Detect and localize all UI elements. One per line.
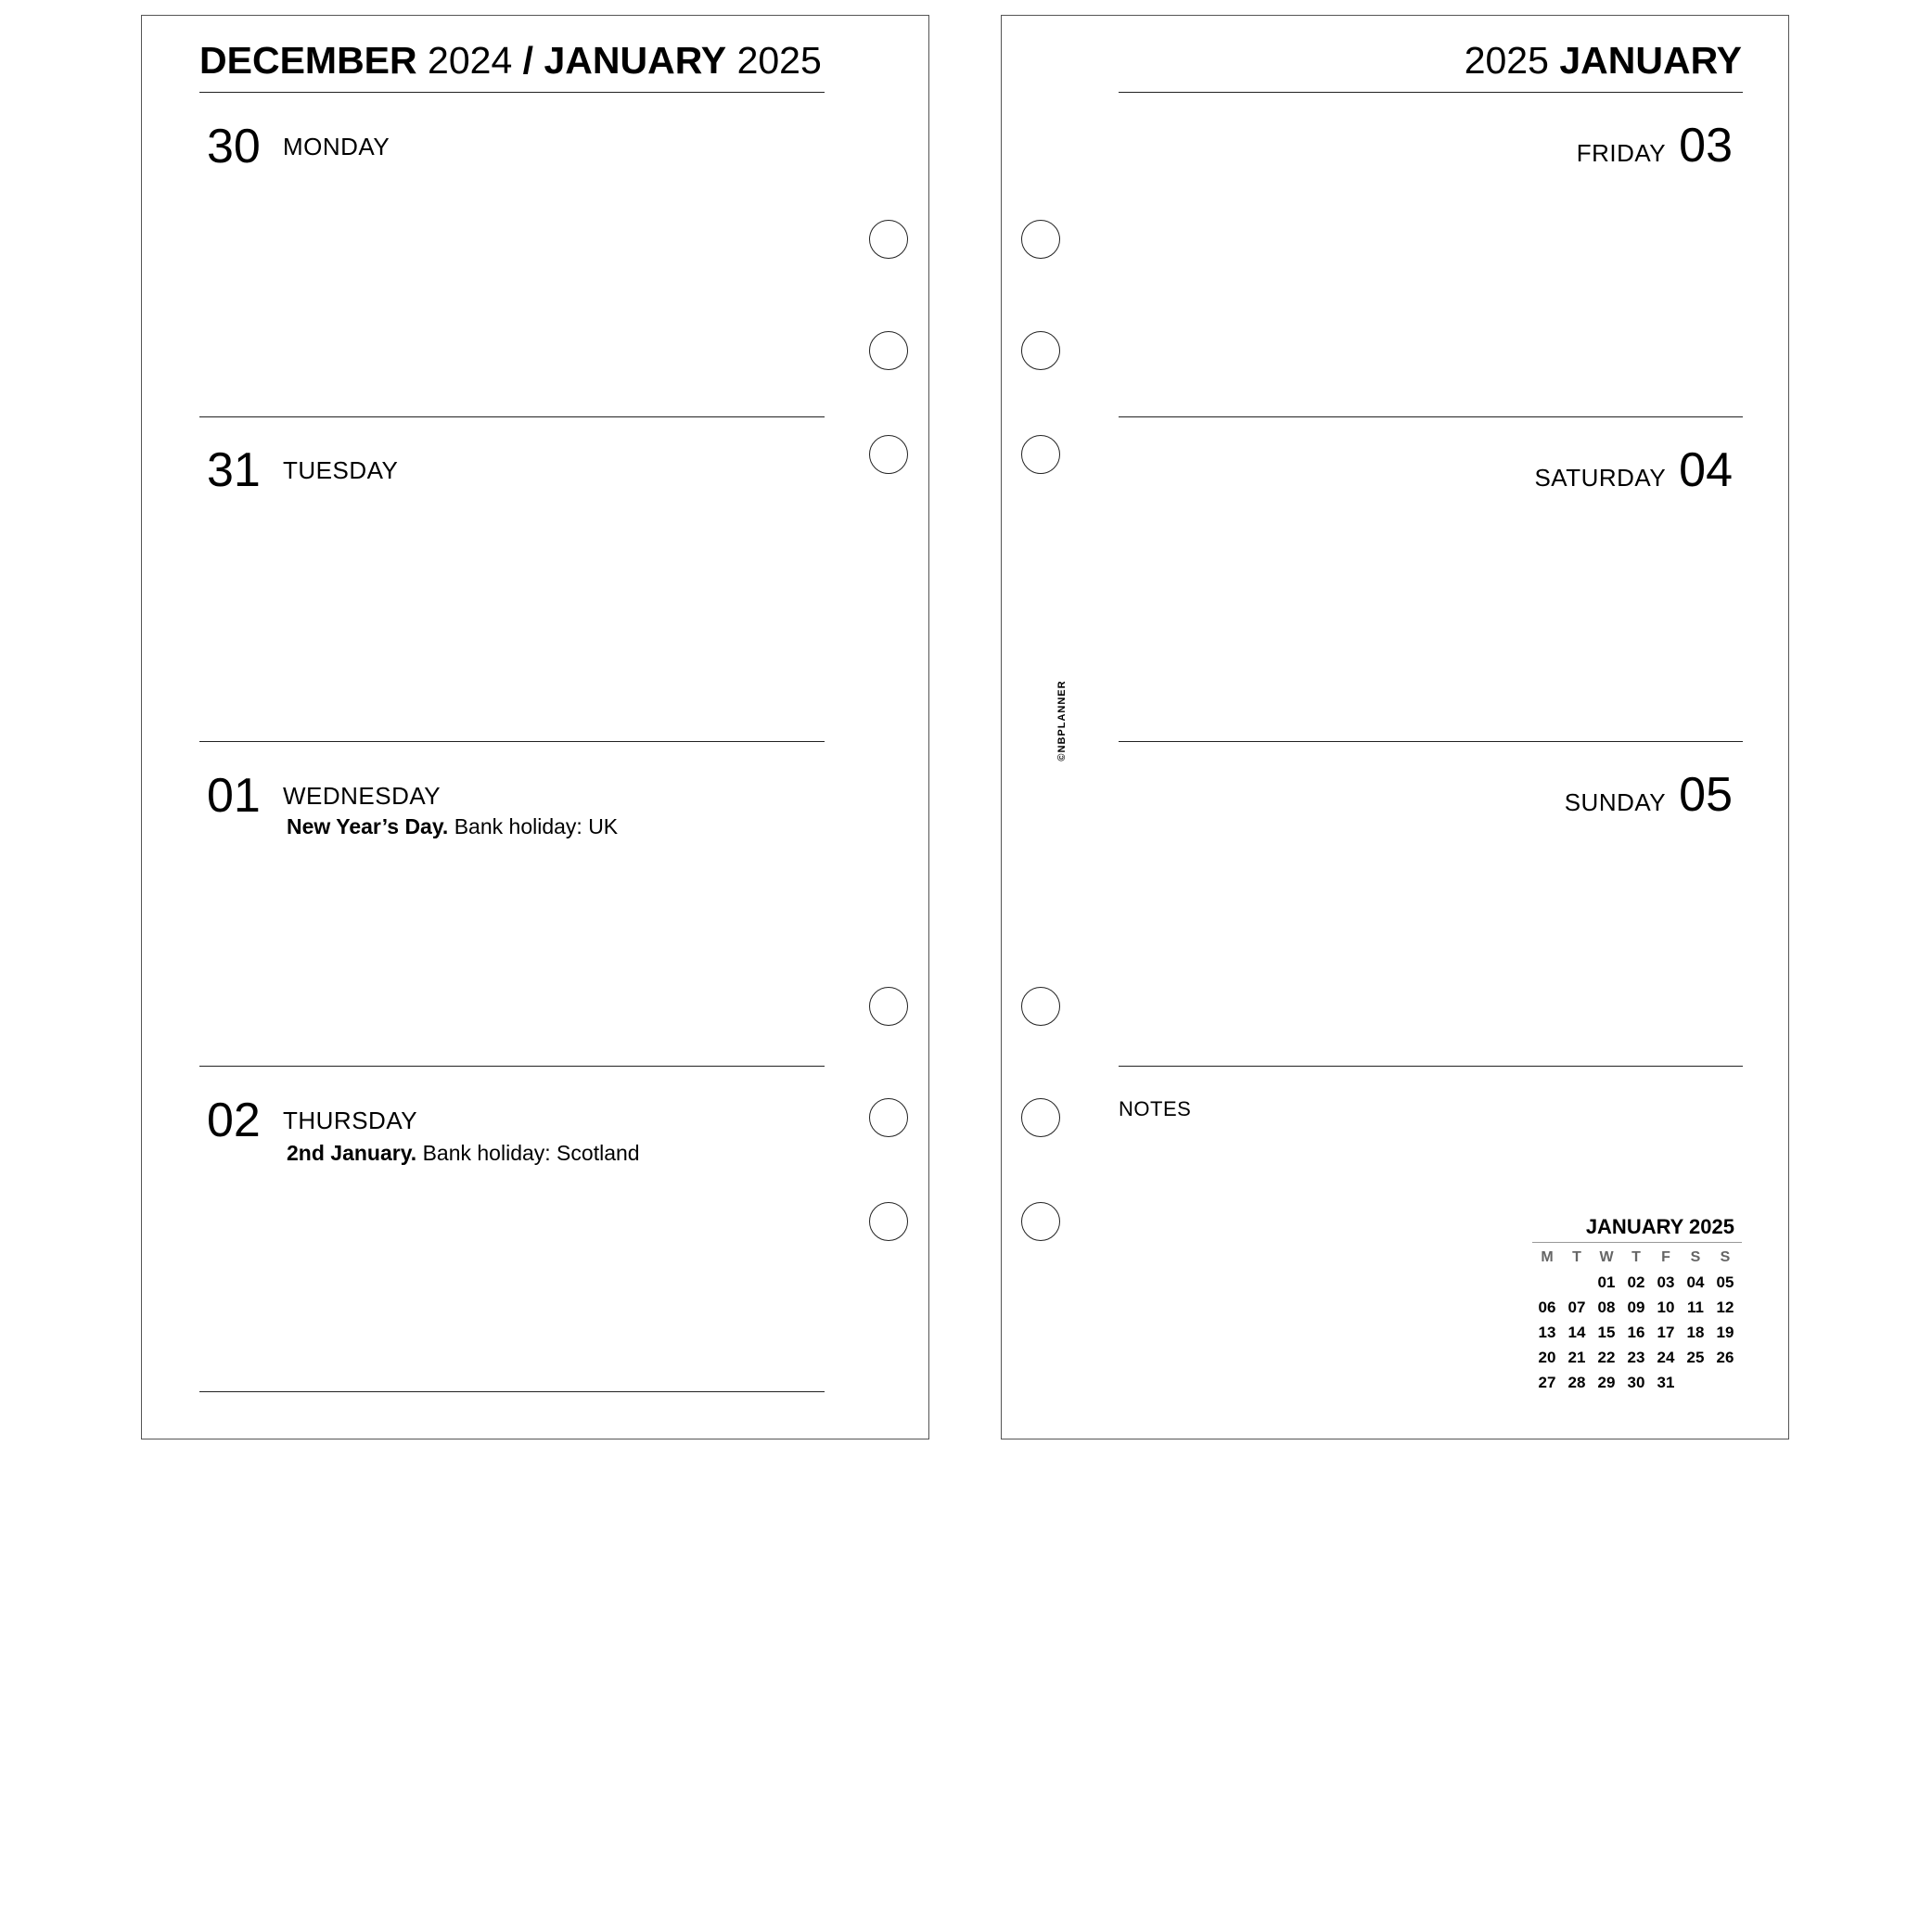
left-planner-page [141, 15, 929, 1439]
header-year: 2025 [1464, 39, 1549, 82]
header-month: JANUARY [1559, 39, 1742, 82]
header-year-2024: 2024 [428, 39, 513, 82]
calendar-date: 15 [1597, 1323, 1616, 1341]
binder-hole-icon [1021, 1098, 1060, 1137]
holiday-detail: Bank holiday: Scotland [422, 1141, 640, 1165]
calendar-date: 19 [1716, 1323, 1734, 1341]
calendar-date: 28 [1567, 1373, 1586, 1391]
calendar-date: 13 [1538, 1323, 1556, 1341]
calendar-date: 01 [1597, 1273, 1616, 1291]
day-heading [1534, 443, 1733, 497]
weekday-label: T [1572, 1248, 1581, 1265]
calendar-date: 10 [1657, 1298, 1675, 1316]
day-divider [199, 1391, 825, 1392]
binder-hole-icon [1021, 987, 1060, 1026]
binder-hole-icon [869, 1098, 908, 1137]
calendar-date: 04 [1686, 1273, 1705, 1291]
day-number: 31 [207, 443, 261, 497]
day-divider [1119, 741, 1743, 742]
header-separator: / [522, 39, 534, 82]
notes-label: NOTES [1119, 1097, 1192, 1120]
calendar-date: 30 [1627, 1373, 1645, 1391]
day-divider [199, 416, 825, 417]
mini-calendar-divider [1532, 1242, 1742, 1243]
holiday-note [287, 816, 618, 838]
calendar-date: 12 [1716, 1298, 1734, 1316]
day-name: SUNDAY [1564, 788, 1667, 816]
copyright-mark: ©NBPLANNER [1056, 680, 1068, 761]
calendar-date: 03 [1657, 1273, 1675, 1291]
calendar-date: 02 [1627, 1273, 1645, 1291]
holiday-name: New Year’s Day. [287, 814, 449, 838]
weekday-label: F [1661, 1248, 1670, 1265]
binder-hole-icon [869, 220, 908, 259]
mini-calendar-title: JANUARY 2025 [1585, 1215, 1734, 1238]
holiday-note [287, 1143, 640, 1164]
calendar-date: 09 [1627, 1298, 1645, 1316]
weekday-label: T [1631, 1248, 1641, 1265]
calendar-date: 08 [1597, 1298, 1616, 1316]
binder-hole-icon [1021, 331, 1060, 370]
binder-hole-icon [869, 1202, 908, 1241]
calendar-date: 24 [1657, 1348, 1675, 1366]
day-number: 04 [1679, 443, 1733, 497]
weekday-label: W [1599, 1248, 1614, 1265]
weekday-label: S [1690, 1248, 1701, 1265]
header-month-january: JANUARY [544, 39, 727, 82]
calendar-date: 29 [1597, 1373, 1616, 1391]
header-month-december: DECEMBER [199, 39, 417, 82]
calendar-date: 27 [1538, 1373, 1556, 1391]
calendar-date: 22 [1597, 1348, 1616, 1366]
header-year-2025: 2025 [736, 39, 822, 82]
header-divider [199, 92, 825, 93]
calendar-date: 17 [1657, 1323, 1675, 1341]
calendar-date: 21 [1567, 1348, 1586, 1366]
weekday-label: M [1541, 1248, 1554, 1265]
day-name: WEDNESDAY [283, 782, 441, 810]
day-number: 03 [1679, 119, 1733, 173]
day-number: 05 [1679, 768, 1733, 822]
day-divider [199, 741, 825, 742]
day-heading [1564, 768, 1733, 822]
calendar-date: 07 [1567, 1298, 1586, 1316]
calendar-date: 05 [1716, 1273, 1734, 1291]
calendar-date: 23 [1627, 1348, 1645, 1366]
holiday-detail: Bank holiday: UK [454, 814, 619, 838]
day-number: 30 [207, 120, 261, 173]
day-number: 02 [207, 1094, 261, 1147]
binder-hole-icon [869, 987, 908, 1026]
binder-hole-icon [869, 331, 908, 370]
holiday-name: 2nd January. [287, 1141, 417, 1165]
day-name: TUESDAY [283, 456, 399, 484]
weekday-label: S [1720, 1248, 1731, 1265]
day-number: 01 [207, 769, 261, 823]
day-name: MONDAY [283, 133, 390, 160]
calendar-date: 31 [1657, 1373, 1675, 1391]
right-page-header [1464, 39, 1742, 82]
day-name: THURSDAY [283, 1107, 418, 1134]
header-divider [1119, 92, 1743, 93]
notes-divider [1119, 1066, 1743, 1067]
mini-calendar [1532, 1215, 1742, 1395]
day-name: FRIDAY [1576, 139, 1667, 167]
binder-hole-icon [869, 435, 908, 474]
calendar-date: 25 [1686, 1348, 1705, 1366]
calendar-date: 18 [1686, 1323, 1705, 1341]
day-divider [199, 1066, 825, 1067]
binder-hole-icon [1021, 435, 1060, 474]
left-page-header [199, 39, 822, 82]
calendar-date: 20 [1538, 1348, 1556, 1366]
binder-hole-icon [1021, 220, 1060, 259]
binder-hole-icon [1021, 1202, 1060, 1241]
mini-calendar-grid [1532, 1245, 1742, 1395]
calendar-date: 14 [1567, 1323, 1586, 1341]
day-divider [1119, 416, 1743, 417]
calendar-date: 26 [1716, 1348, 1734, 1366]
calendar-date: 06 [1538, 1298, 1556, 1316]
calendar-date: 11 [1687, 1298, 1704, 1316]
day-heading [1576, 119, 1733, 173]
calendar-date: 16 [1627, 1323, 1645, 1341]
day-name: SATURDAY [1534, 464, 1667, 492]
